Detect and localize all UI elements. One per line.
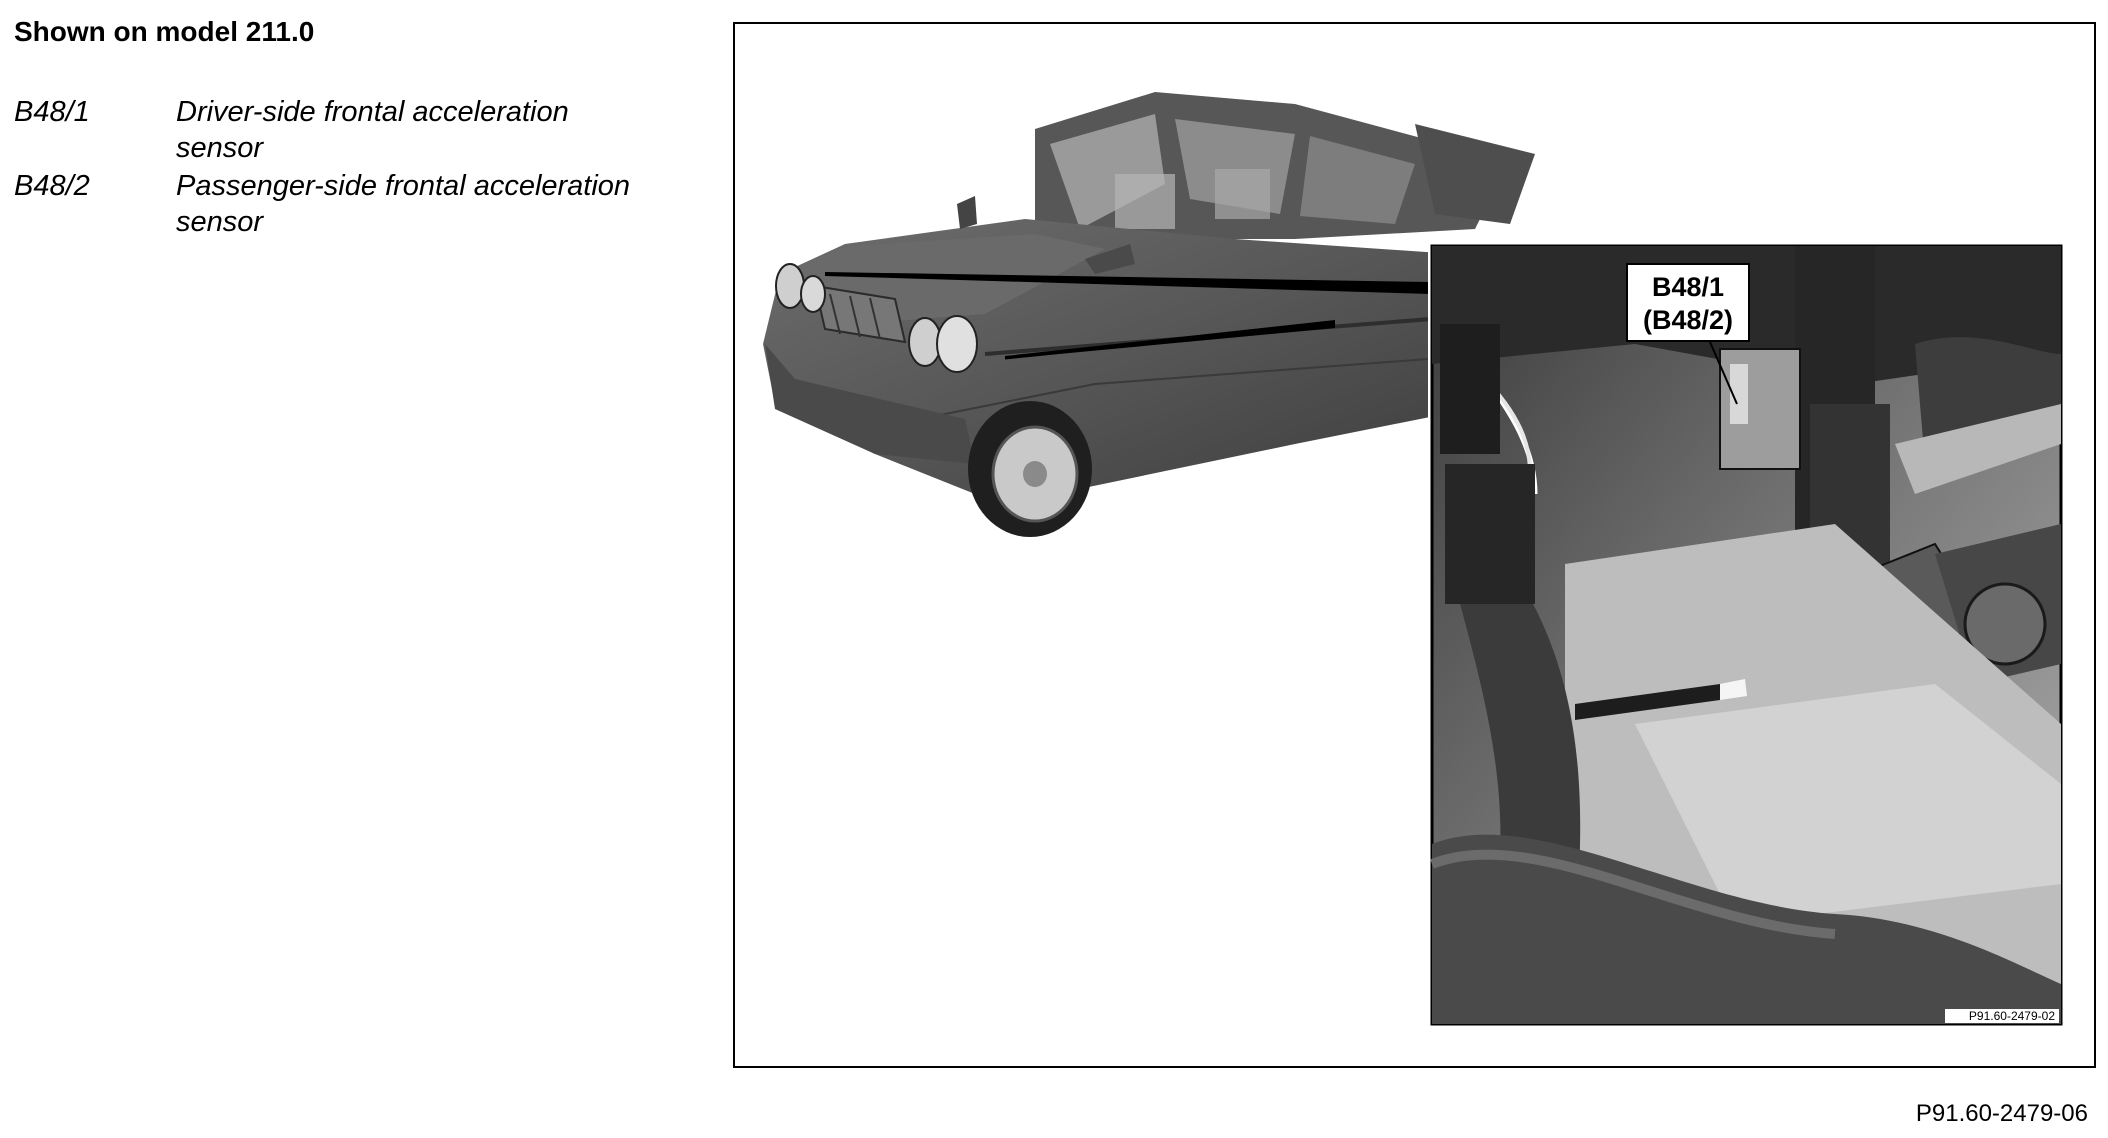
legend-code: B48/2 (14, 170, 90, 202)
inset-photo (1428, 242, 2065, 1028)
page-title: Shown on model 211.0 (14, 16, 315, 47)
figure-frame (733, 22, 2096, 1068)
legend-item (14, 168, 654, 240)
inset-photo-code: P91.60-2479-02 (1968, 1009, 2055, 1023)
legend-code: B48/1 (14, 96, 90, 128)
legend-item (14, 94, 654, 166)
callout-label-primary: B48/1 (1651, 272, 1725, 302)
figure-illustration (735, 24, 2096, 1068)
legend-description: Driver-side frontal acceleration sensor (176, 96, 569, 164)
legend-description: Passenger-side frontal acceleration sensor (176, 170, 631, 238)
legend-list (14, 94, 654, 242)
figure-code: P91.60-2479-06 (1915, 1100, 2088, 1127)
car-illustration (763, 92, 1535, 537)
callout-label-secondary: (B48/2) (1642, 305, 1734, 335)
